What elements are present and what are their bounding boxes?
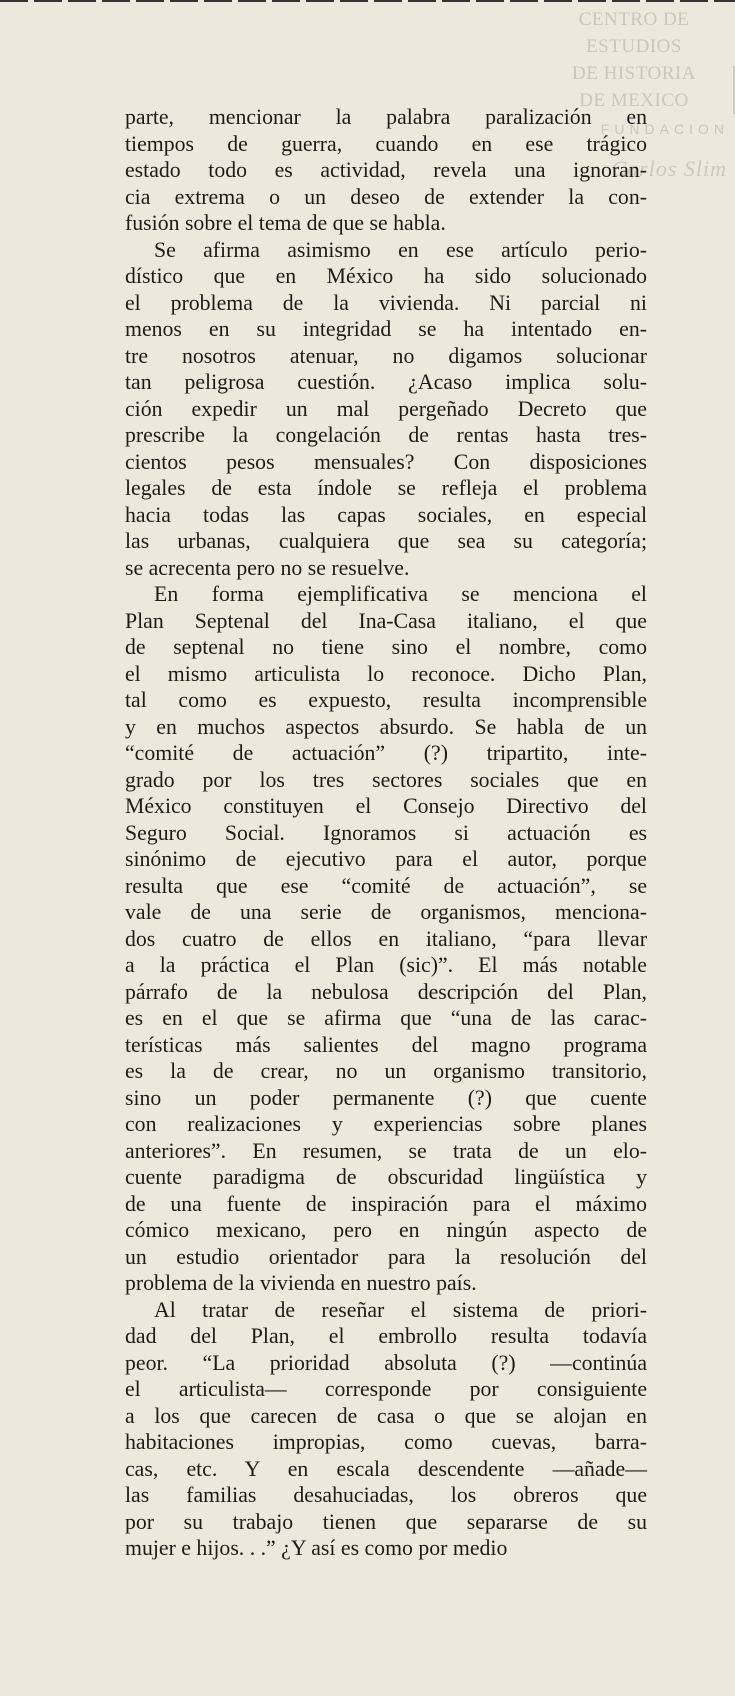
archive-watermark (539, 6, 729, 114)
text-line: Seguro Social. Ignoramos si actuación es (125, 820, 647, 845)
text-line: parte, mencionar la palabra paralización en (125, 105, 647, 129)
text-line: problema de la vivienda en nuestro país. (125, 1271, 477, 1295)
text-line: cia extrema o un deseo de extender la con- (125, 184, 647, 209)
watermark-line: DE MEXICO (579, 90, 689, 111)
text-line: ción expedir un mal pergeñado Decreto que (125, 396, 647, 421)
text-line: estado todo es actividad, revela una ignoran- (125, 158, 647, 182)
paragraph (125, 581, 647, 1297)
text-line: México constituyen el Consejo Directivo del (125, 794, 647, 818)
text-line: grado por los tres sectores sociales que en (125, 767, 647, 792)
watermark-signature: Carlos Slim (611, 156, 727, 181)
text-line: y en muchos aspectos absurdo. Se habla de un (125, 714, 647, 739)
paragraph (125, 1297, 647, 1562)
text-line: tal como es expuesto, resulta incomprensible (125, 688, 647, 712)
watermark-line: CENTRO DE (578, 9, 690, 30)
text-line: cómico mexicano, pero en ningún aspecto de (125, 1218, 647, 1242)
text-line: sino un poder permanente (?) que cuente (125, 1085, 647, 1110)
text-line: hacia todas las capas sociales, en especial (125, 502, 647, 527)
text-line: Se afirma asimismo en ese artículo perio- (154, 237, 647, 262)
paragraph (125, 237, 647, 582)
watermark-line: ESTUDIOS (586, 36, 682, 57)
text-line: menos en su integridad se ha intentado en- (125, 317, 647, 341)
text-line: Plan Septenal del Ina-Casa italiano, el que (125, 608, 647, 633)
text-line: el articulista— corresponde por consiguiente (125, 1377, 647, 1401)
text-line: cas, etc. Y en escala descendente —añade— (125, 1456, 647, 1481)
text-line: peor. “La prioridad absoluta (?) —continúa (125, 1350, 647, 1375)
text-line: resulta que ese “comité de actuación”, se (125, 873, 647, 898)
text-line: el mismo articulista lo reconoce. Dicho Plan, (125, 661, 647, 686)
text-line: “comité de actuación” (?) tripartito, inte- (125, 741, 647, 765)
text-line: cuente paradigma de obscuridad lingüística y (125, 1165, 647, 1189)
watermark-line: DE HISTORIA (572, 63, 696, 84)
text-line: cientos pesos mensuales? Con disposiciones (125, 449, 647, 474)
text-line: un estudio orientador para la resolución del (125, 1244, 647, 1269)
text-line: prescribe la congelación de rentas hasta tres- (125, 423, 647, 447)
text-line: párrafo de la nebulosa descripción del Plan, (125, 979, 647, 1004)
text-line: dad del Plan, el embrollo resulta todavía (125, 1324, 647, 1348)
text-line: por su trabajo tienen que separarse de su (125, 1509, 647, 1534)
text-line: a los que carecen de casa o que se alojan en (125, 1403, 647, 1428)
text-line: En forma ejemplificativa se menciona el (154, 582, 647, 606)
text-line: anteriores”. En resumen, se trata de un elo- (125, 1138, 647, 1163)
paragraph (125, 104, 647, 237)
text-line: con realizaciones y experiencias sobre planes (125, 1112, 647, 1136)
text-line: sinónimo de ejecutivo para el autor, porque (125, 847, 647, 871)
text-line: las familias desahuciadas, los obreros que (125, 1483, 647, 1507)
text-line: el problema de la vivienda. Ni parcial ni (125, 290, 647, 315)
text-line: vale de una serie de organismos, menciona- (125, 900, 647, 924)
article-body (125, 104, 647, 1562)
text-line: se acrecenta pero no se resuelve. (125, 555, 410, 580)
text-line: de septenal no tiene sino el nombre, como (125, 635, 647, 659)
text-line: es en el que se afirma que “una de las carac- (125, 1006, 647, 1030)
text-line: tan peligrosa cuestión. ¿Acaso implica solu- (125, 370, 647, 394)
text-line: las urbanas, cualquiera que sea su categoría; (125, 529, 647, 553)
text-line: legales de esta índole se refleja el problema (125, 476, 647, 500)
text-line: mujer e hijos. . .” ¿Y así es como por medio (125, 1536, 508, 1560)
text-line: a la práctica el Plan (sic)”. El más notable (125, 953, 647, 977)
text-line: tiempos de guerra, cuando en ese trágico (125, 131, 647, 156)
text-line: terísticas más salientes del magno programa (125, 1032, 647, 1057)
text-line: de una fuente de inspiración para el máximo (125, 1191, 647, 1216)
top-border-rule (0, 0, 735, 2)
text-line: dístico que en México ha sido solucionado (125, 264, 647, 288)
text-line: es la de crear, no un organismo transitorio, (125, 1059, 647, 1083)
text-line: Al tratar de reseñar el sistema de priori- (154, 1297, 647, 1322)
text-line: tre nosotros atenuar, no digamos solucionar (125, 343, 647, 368)
text-line: dos cuatro de ellos en italiano, “para llevar (125, 926, 647, 951)
text-line: fusión sobre el tema de que se habla. (125, 211, 446, 235)
watermark-fundacion: FUNDACION (600, 121, 729, 137)
text-line: habitaciones impropias, como cuevas, barra- (125, 1430, 647, 1454)
